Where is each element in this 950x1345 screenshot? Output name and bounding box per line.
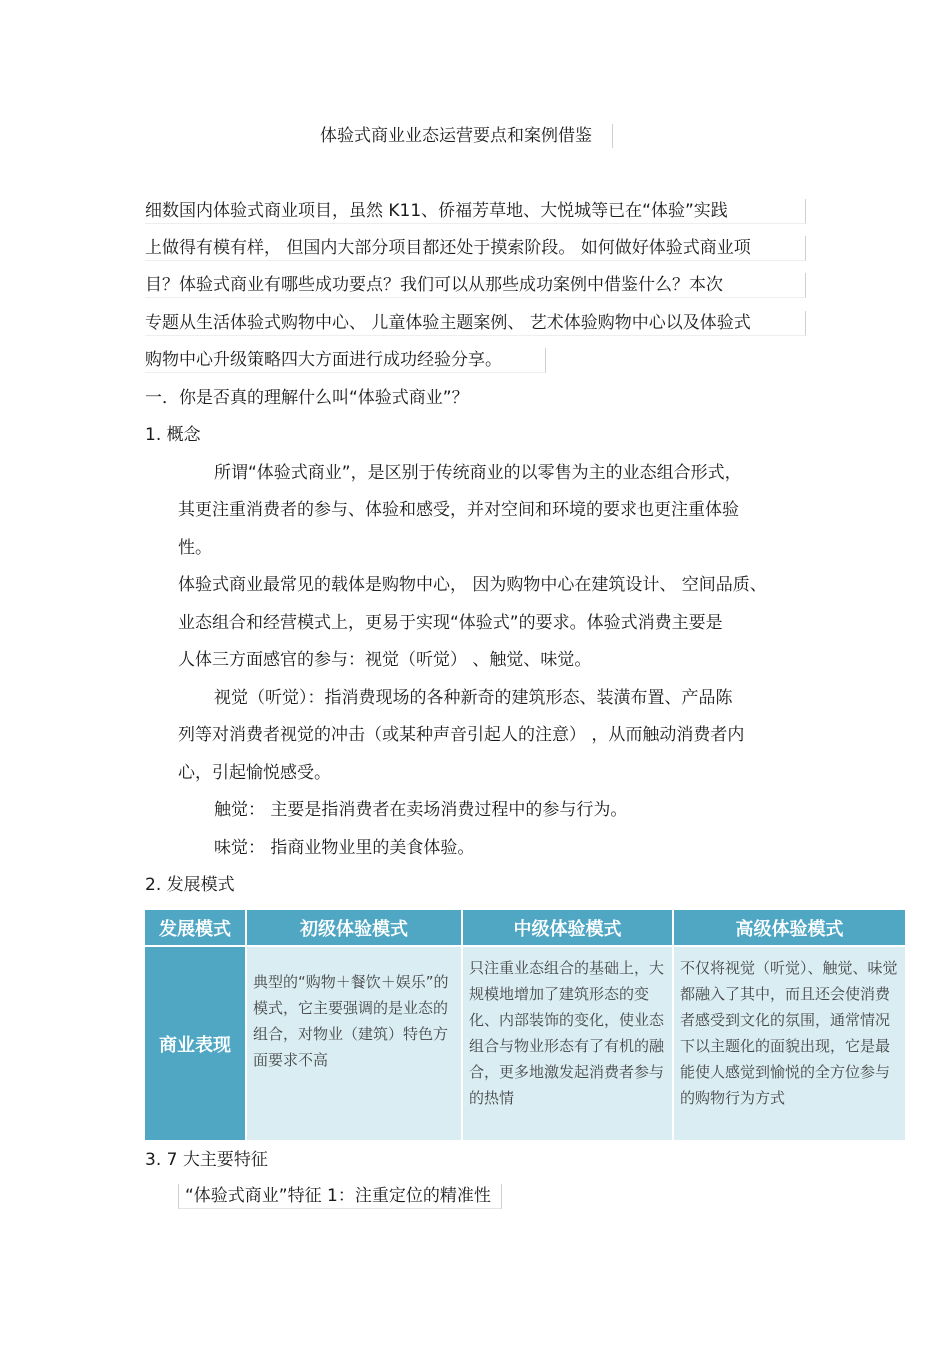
table-cell: 典型的“购物＋餐饮＋娱乐”的模式，它主要强调的是业态的组合，对物业（建筑）特色方面要求不高 xyxy=(247,947,461,1140)
intro-line: 上做得有模有样， 但国内大部分项目都还处于摸索阶段。 如何做好体验式商业项 xyxy=(145,236,806,261)
intro-line: 目？体验式商业有哪些成功要点？我们可以从那些成功案例中借鉴什么？本次 xyxy=(145,273,806,298)
development-mode-table xyxy=(145,910,905,1140)
paragraph-line: 其更注重消费者的参与、体验和感受，并对空间和环境的要求也更注重体验 xyxy=(178,500,739,520)
paragraph-line: 体验式商业最常见的载体是购物中心， 因为购物中心在建筑设计、 空间品质、 xyxy=(178,575,767,595)
item-heading-concept: 1. 概念 xyxy=(145,425,201,445)
paragraph-line: 味觉： 指商业物业里的美食体验。 xyxy=(214,838,475,858)
intro-line: 购物中心升级策略四大方面进行成功经验分享。 xyxy=(145,348,546,373)
item-heading-development: 2. 发展模式 xyxy=(145,875,235,895)
item-heading-features: 3. 7 大主要特征 xyxy=(145,1150,268,1170)
paragraph-line: 人体三方面感官的参与：视觉（听觉） 、触觉、味觉。 xyxy=(178,650,592,670)
paragraph-line: 性。 xyxy=(178,538,212,558)
paragraph-line: 心，引起愉悦感受。 xyxy=(178,763,331,783)
feature-heading: “体验式商业”特征 1：注重定位的精准性 xyxy=(178,1184,502,1209)
table-header-cell: 高级体验模式 xyxy=(674,910,905,945)
intro-line: 专题从生活体验式购物中心、 儿童体验主题案例、 艺术体验购物中心以及体验式 xyxy=(145,311,806,336)
table-cell: 只注重业态组合的基础上，大规模地增加了建筑形态的变化、内部装饰的变化，使业态组合与物业形态有了有机的融合，更多地激发起消费者参与的热情 xyxy=(463,947,672,1140)
section-heading: 一．你是否真的理解什么叫“体验式商业”？ xyxy=(145,388,469,408)
paragraph-line: 视觉（听觉）：指消费现场的各种新奇的建筑形态、装潢布置、产品陈 xyxy=(214,688,733,708)
paragraph-line: 触觉： 主要是指消费者在卖场消费过程中的参与行为。 xyxy=(214,800,628,820)
paragraph-line: 所谓“体验式商业”，是区别于传统商业的以零售为主的业态组合形式， xyxy=(214,463,742,483)
intro-line: 细数国内体验式商业项目，虽然 K11、侨福芳草地、大悦城等已在“体验”实践 xyxy=(145,199,806,224)
paragraph-line: 列等对消费者视觉的冲击（或某种声音引起人的注意） ，从而触动消费者内 xyxy=(178,725,745,745)
table-row-label: 商业表现 xyxy=(145,947,245,1140)
paragraph-line: 业态组合和经营模式上，更易于实现“体验式”的要求。体验式消费主要是 xyxy=(178,613,723,633)
table-header-cell: 初级体验模式 xyxy=(247,910,461,945)
table-cell: 不仅将视觉（听觉）、触觉、味觉都融入了其中，而且还会使消费者感受到文化的氛围，通常情况下以主题化的面貌出现，它是最能使人感觉到愉悦的全方位参与的购物行为方式 xyxy=(674,947,905,1140)
table-header-cell: 发展模式 xyxy=(145,910,245,945)
table-header-cell: 中级体验模式 xyxy=(463,910,672,945)
document-title: 体验式商业业态运营要点和案例借鉴 xyxy=(320,124,613,148)
